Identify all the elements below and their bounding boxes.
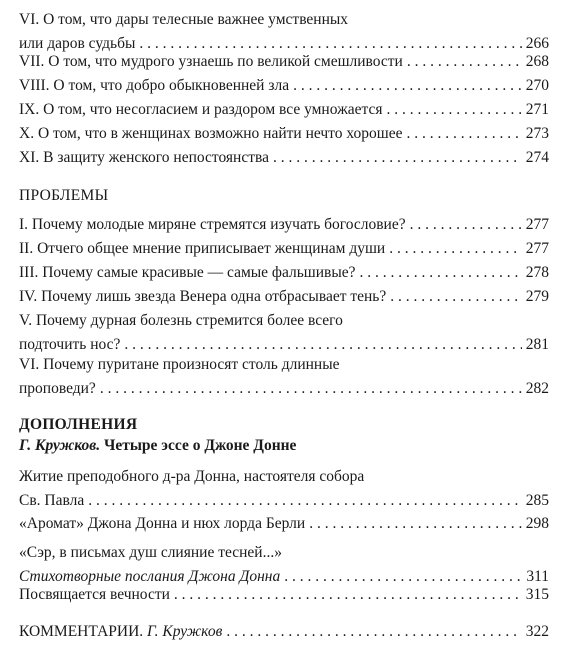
dot-leader <box>360 263 522 283</box>
toc-entry-text: «Сэр, в письмах душ слияние тесней...» <box>19 544 282 561</box>
toc-entry-text: V. Почему дурная болезнь стремится более всего <box>19 312 343 329</box>
dot-leader <box>389 239 522 259</box>
page-number: 277 <box>525 216 549 233</box>
dot-leader <box>309 514 522 534</box>
toc-entry <box>19 239 549 263</box>
toc-entry-text: IV. Почему лишь звезда Венера одна отбрасывает тень? <box>19 288 387 305</box>
dot-leader <box>387 100 522 120</box>
toc-entry <box>19 215 549 239</box>
toc-entry-text: VII. О том, что мудрого узнаешь по великой смешливости <box>19 53 403 70</box>
toc-entry-text: II. Отчего общее мнение приписывает женщинам души <box>19 240 386 257</box>
toc-entry <box>19 10 549 58</box>
page-number: 271 <box>525 101 549 118</box>
toc-entry <box>19 622 549 646</box>
toc-entry-line <box>19 239 549 263</box>
dot-leader <box>406 124 521 144</box>
page-number: 322 <box>525 623 549 640</box>
dot-leader <box>139 34 521 54</box>
dot-leader <box>88 491 522 511</box>
dot-leader <box>390 287 521 307</box>
toc-entry-line <box>19 52 549 76</box>
page-number: 266 <box>525 35 549 52</box>
toc-entry <box>19 585 549 609</box>
dot-leader <box>174 585 522 605</box>
toc-entry <box>19 263 549 287</box>
toc-entry-line <box>19 76 549 100</box>
toc-entry-text: I. Почему молодые миряне стремятся изучать богословие? <box>19 216 406 233</box>
toc-entry-text: проповеди? <box>19 380 96 397</box>
toc-entry-line <box>19 124 549 148</box>
toc-entry <box>19 311 549 359</box>
toc-entry-line <box>19 622 549 646</box>
toc-entry-text: подточить нос? <box>19 336 121 353</box>
dot-leader <box>226 622 521 642</box>
toc-entry-text: VIII. О том, что добро обыкновенней зла <box>19 77 290 94</box>
toc-entry-text: III. Почему самые красивые — самые фальшивые? <box>19 264 356 281</box>
dot-leader <box>124 335 521 355</box>
dot-leader <box>100 379 522 399</box>
toc-entry <box>19 124 549 148</box>
page-number: 285 <box>525 492 549 509</box>
section-heading: ПРОБЛЕМЫ <box>19 187 109 204</box>
page-number: 274 <box>525 149 549 166</box>
toc-entry-text: или даров судьбы <box>19 35 136 52</box>
toc-entry-line <box>19 491 549 515</box>
toc-entry-text: XI. В защиту женского непостоянства <box>19 149 269 166</box>
page-number: 315 <box>525 586 549 603</box>
toc-entry <box>19 100 549 124</box>
toc-entry-line <box>19 514 549 538</box>
page-number: 273 <box>525 125 549 142</box>
page-number: 279 <box>525 288 549 305</box>
toc-entry-text: «Аромат» Джона Донна и нюх лорда Берли <box>19 515 306 532</box>
section-subheading <box>19 437 296 455</box>
toc-entry-text: IX. О том, что несогласием и раздором все умножается <box>19 101 383 118</box>
section-heading: ДОПОЛНЕНИЯ <box>19 416 138 433</box>
dot-leader <box>284 567 522 587</box>
page-number: 298 <box>525 515 549 532</box>
page-number: 282 <box>525 380 549 397</box>
toc-entry-line <box>19 585 549 609</box>
comments-heading: КОММЕНТАРИИ. <box>19 623 144 640</box>
page-number: 278 <box>525 264 549 281</box>
toc-entry-line <box>19 148 549 172</box>
dot-leader <box>407 52 522 72</box>
dot-leader <box>273 148 522 168</box>
toc-entry <box>19 543 549 591</box>
toc-entry-line <box>19 100 549 124</box>
toc-entry-line <box>19 379 549 403</box>
toc-entry <box>19 514 549 538</box>
toc-entry <box>19 287 549 311</box>
toc-entry <box>19 467 549 515</box>
page-number: 281 <box>525 336 549 353</box>
page-number: 277 <box>525 240 549 257</box>
toc-entry <box>19 76 549 100</box>
subheading-title: Четыре эссе о Джоне Донне <box>100 437 297 454</box>
toc-entry-text: Житие преподобного д-ра Донна, настоятеля собора <box>19 468 365 485</box>
toc-entry-line <box>19 215 549 239</box>
page-number: 311 <box>526 568 549 585</box>
toc-entry-text: Св. Павла <box>19 492 85 509</box>
toc-entry-line <box>19 263 549 287</box>
dot-leader <box>293 76 522 96</box>
toc-entry-text: VI. О том, что дары телесные важнее умственных <box>19 11 349 28</box>
page-number: 270 <box>525 77 549 94</box>
toc-entry <box>19 148 549 172</box>
dot-leader <box>410 215 522 235</box>
toc-entry-text: Посвящается вечности <box>19 586 170 603</box>
toc-entry-text: Стихотворные послания Джона Донна <box>19 568 281 585</box>
toc-entry <box>19 355 549 403</box>
subheading-author: Г. Кружков. <box>19 437 101 454</box>
toc-entry <box>19 52 549 76</box>
toc-entry-text: VI. Почему пуритане произносят столь длинные <box>19 356 340 373</box>
toc-entry-text <box>19 622 222 642</box>
comments-author: Г. Кружков <box>143 623 223 640</box>
page-number: 268 <box>525 53 549 70</box>
toc-entry-text: X. О том, что в женщинах возможно найти нечто хорошее <box>19 125 403 142</box>
toc-entry-line <box>19 287 549 311</box>
